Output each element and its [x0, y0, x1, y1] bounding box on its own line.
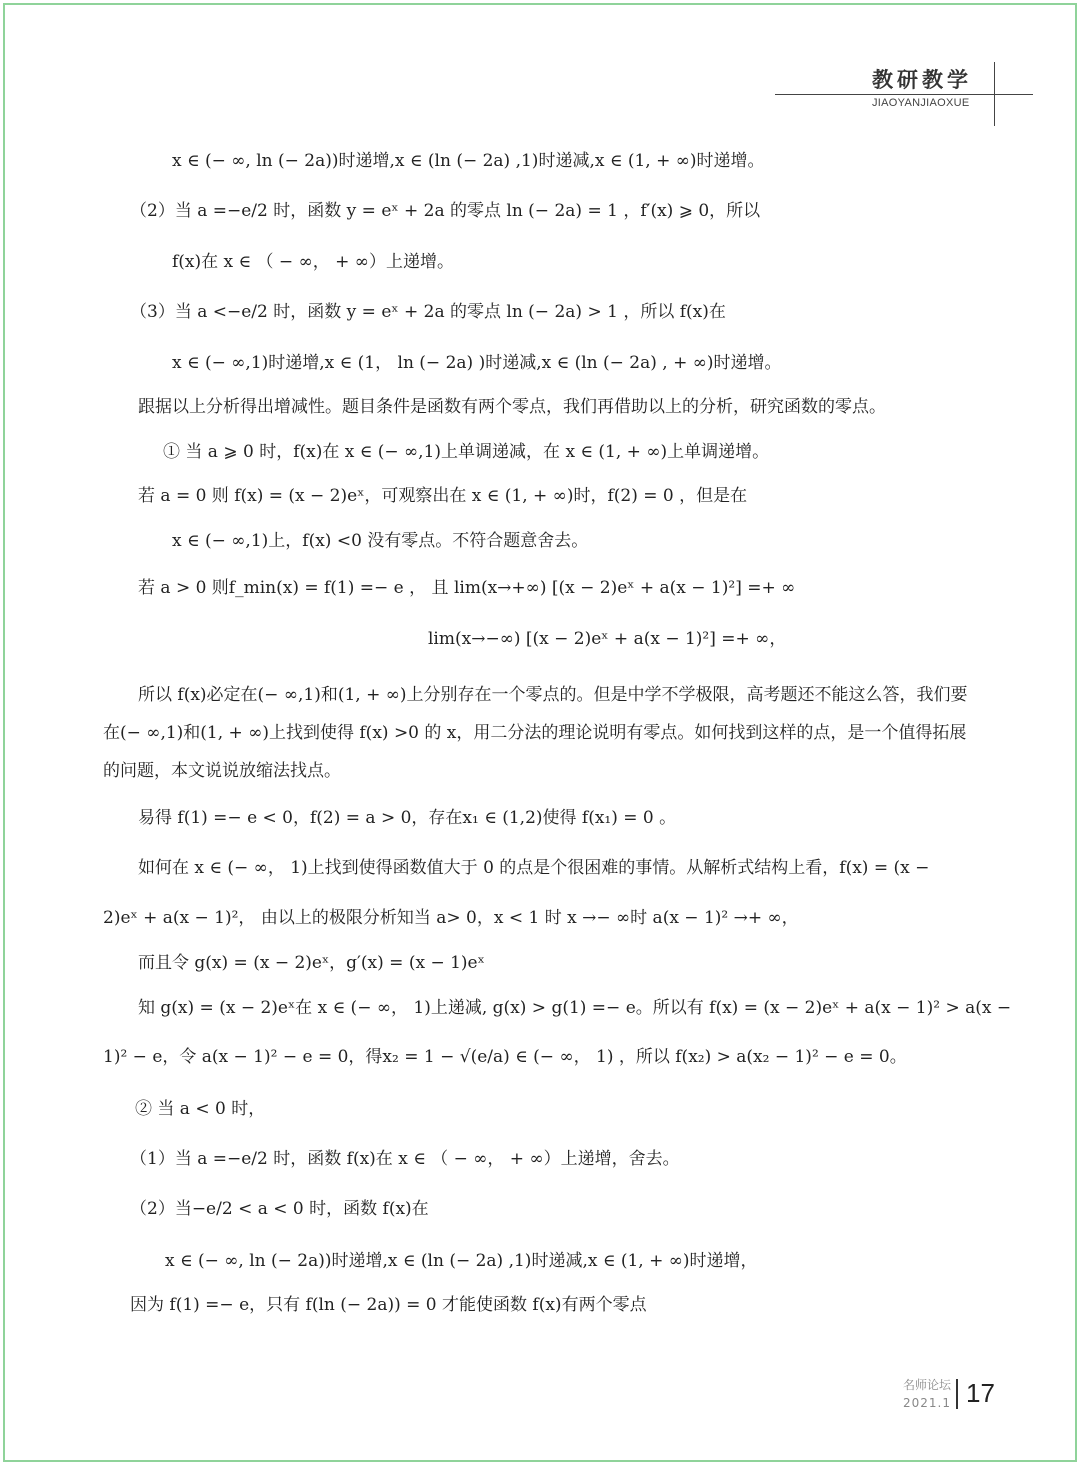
- text-line: （1）当 a =−e/2 时，函数 f(x)在 x ∈ （ − ∞， + ∞）上递增，舍去。: [130, 1149, 680, 1169]
- text-line: （2）当−e/2 < a < 0 时，函数 f(x)在: [130, 1199, 429, 1219]
- text-line: （2）当 a =−e/2 时，函数 y = eˣ + 2a 的零点 ln (− 2a) = 1 ，f′(x) ⩾ 0，所以: [130, 201, 761, 221]
- text-line: x ∈ (− ∞,1)上，f(x) <0 没有零点。不符合题意舍去。: [172, 531, 589, 551]
- text-line: x ∈ (− ∞, ln (− 2a))时递增,x ∈ (ln (− 2a) ,1)时递减,x ∈ (1, + ∞)时递增。: [172, 151, 765, 171]
- text-line: 而且令 g(x) = (x − 2)eˣ，g′(x) = (x − 1)eˣ: [138, 953, 485, 973]
- text-line: x ∈ (− ∞, ln (− 2a))时递增,x ∈ (ln (− 2a) ,1)时递减,x ∈ (1, + ∞)时递增，: [165, 1251, 758, 1271]
- text-line: 因为 f(1) =− e，只有 f(ln (− 2a)) = 0 才能使函数 f(x)有两个零点: [130, 1295, 647, 1315]
- text-line: 易得 f(1) =− e < 0，f(2) = a > 0，存在x₁ ∈ (1,2)使得 f(x₁) = 0 。: [138, 808, 677, 828]
- text-line: 如何在 x ∈ (− ∞， 1)上找到使得函数值大于 0 的点是个很困难的事情。从解析式结构上看，f(x) = (x −: [138, 858, 930, 878]
- magazine-name: 名师论坛: [903, 1378, 952, 1392]
- text-line: ② 当 a < 0 时，: [135, 1099, 266, 1119]
- page-number: 17: [966, 1378, 995, 1408]
- text-line: lim(x→−∞) [(x − 2)eˣ + a(x − 1)²] =+ ∞，: [428, 629, 787, 649]
- text-line: 跟据以上分析得出增减性。题目条件是函数有两个零点，我们再借助以上的分析，研究函数的零点。: [138, 397, 886, 417]
- text-line: x ∈ (− ∞,1)时递增,x ∈ (1， ln (− 2a) )时递减,x ∈ (ln (− 2a) , + ∞)时递增。: [172, 353, 782, 373]
- text-line: 知 g(x) = (x − 2)eˣ在 x ∈ (− ∞， 1)上递减, g(x) > g(1) =− e。所以有 f(x) = (x − 2)eˣ + a(x − 1)² > a(x −: [138, 998, 1012, 1018]
- text-line: ① 当 a ⩾ 0 时，f(x)在 x ∈ (− ∞,1)上单调递减，在 x ∈ (1, + ∞)上单调递增。: [163, 442, 770, 462]
- footer-divider: [956, 1379, 958, 1409]
- text-line: 1)² − e，令 a(x − 1)² − e = 0，得x₂ = 1 − √(e/a) ∈ (− ∞， 1) ，所以 f(x₂) > a(x₂ − 1)² − e = 0。: [103, 1047, 907, 1067]
- section-title: 教研教学: [872, 68, 972, 92]
- paragraph: 所以 f(x)必定在(− ∞,1)和(1, + ∞)上分别存在一个零点的。但是中学不学极限，高考题还不能这么答，我们要在(− ∞,1)和(1, + ∞)上找到使得 f(x) >0 的 x，用二分法的理论说明有零点。如何找到这样的点，是一个值得拓展的问题，本文说说放缩法找点。: [103, 685, 968, 781]
- text-line: 若 a > 0 则f_min(x) = f(1) =− e ， 且 lim(x→+∞) [(x − 2)eˣ + a(x − 1)²] =+ ∞: [138, 578, 796, 598]
- text-line: f(x)在 x ∈ （ − ∞， + ∞）上递增。: [172, 252, 454, 272]
- text-line: 若 a = 0 则 f(x) = (x − 2)eˣ，可观察出在 x ∈ (1, + ∞)时，f(2) = 0 ，但是在: [138, 486, 748, 506]
- section-subtitle: JIAOYANJIAOXUE: [872, 97, 970, 109]
- text-line: 2)eˣ + a(x − 1)²， 由以上的极限分析知当 a> 0，x < 1 时 x →− ∞时 a(x − 1)² →+ ∞，: [103, 908, 799, 928]
- text-line: （3）当 a <−e/2 时，函数 y = eˣ + 2a 的零点 ln (− 2a) > 1 ，所以 f(x)在: [130, 302, 726, 322]
- header-divider: [994, 62, 995, 126]
- issue-date: 2021.1: [903, 1396, 951, 1410]
